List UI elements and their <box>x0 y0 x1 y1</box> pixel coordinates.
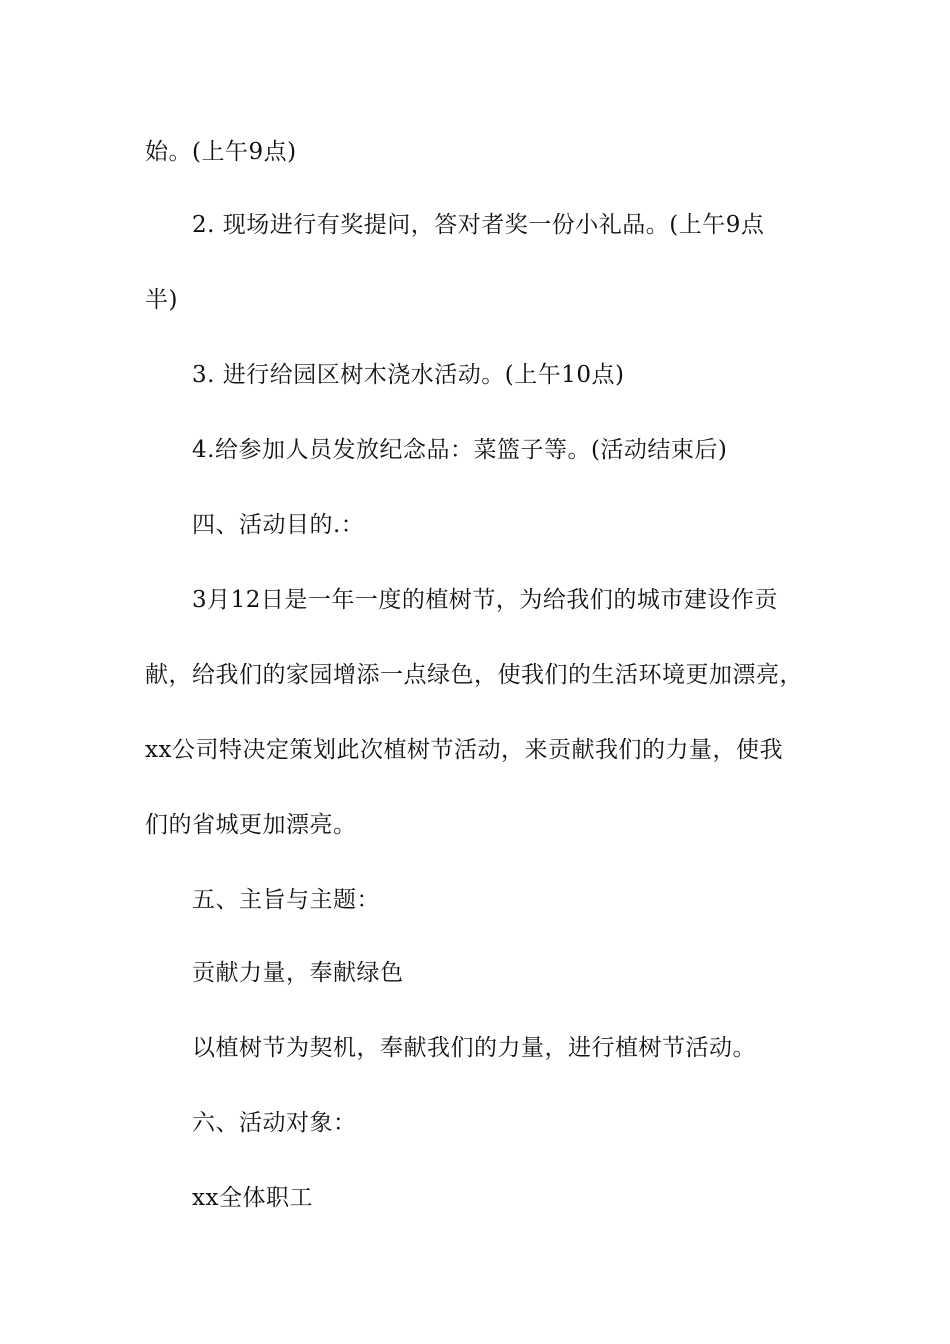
text-line-3: 半) <box>145 287 178 313</box>
section-heading-five: 五、主旨与主题： <box>192 887 380 913</box>
text-line-15: xx全体职工 <box>192 1185 313 1211</box>
section-heading-four: 四、活动目的.： <box>192 512 365 538</box>
text-line-10: 们的省城更加漂亮。 <box>145 812 357 838</box>
text-line-9: xx公司特决定策划此次植树节活动，来贡献我们的力量，使我 <box>145 737 783 763</box>
text-line-8: 献，给我们的家园增添一点绿色，使我们的生活环境更加漂亮， <box>145 662 803 688</box>
section-heading-six: 六、活动对象： <box>192 1110 357 1136</box>
text-line-2: 2. 现场进行有奖提问，答对者奖一份小礼品。(上午9点 <box>192 212 765 238</box>
text-line-13: 以植树节为契机，奉献我们的力量，进行植树节活动。 <box>192 1035 756 1061</box>
text-line-5: 4.给参加人员发放纪念品：菜篮子等。(活动结束后) <box>192 437 728 463</box>
text-line-12: 贡献力量，奉献绿色 <box>192 960 404 986</box>
text-line-7: 3月12日是一年一度的植树节，为给我们的城市建设作贡 <box>192 587 778 613</box>
text-line-4: 3. 进行给园区树木浇水活动。(上午10点) <box>192 362 625 388</box>
text-line-1: 始。(上午9点) <box>145 139 297 165</box>
